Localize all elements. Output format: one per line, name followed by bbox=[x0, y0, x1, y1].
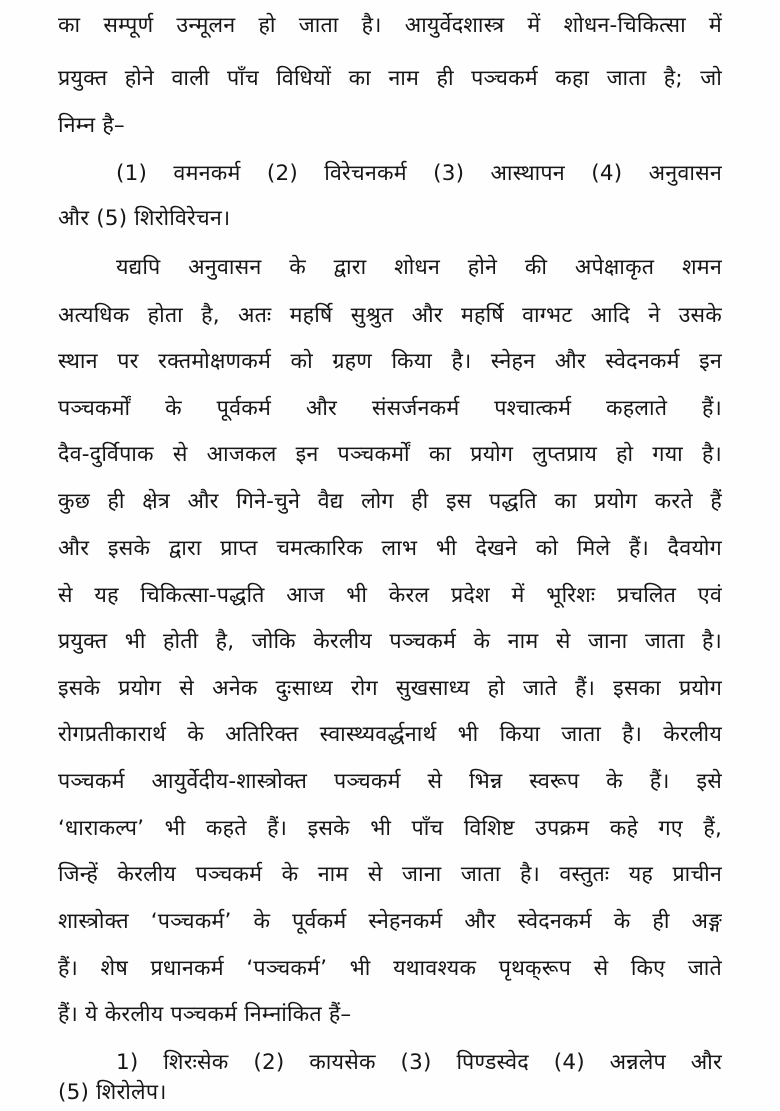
text-line: (5) शिरोलेप। bbox=[58, 1080, 167, 1105]
text-line: ‘धाराकल्प’ भी कहते हैं। इसके भी पाँच विशिष्ट उपक्रम कहे गए हैं, bbox=[58, 816, 722, 841]
text-line: (1) वमनकर्म (2) विरेचनकर्म (3) आस्थापन (4) अनुवासन bbox=[116, 161, 722, 186]
text-line: पञ्चकर्म आयुर्वेदीय-शास्त्रोक्त पञ्चकर्म से भिन्न स्वरूप के हैं। इसे bbox=[58, 769, 722, 794]
text-line: यद्यपि अनुवासन के द्वारा शोधन होने की अपेक्षाकृत शमन bbox=[116, 255, 722, 280]
text-line: हैं। ये केरलीय पञ्चकर्म निम्नांकित हैं– bbox=[58, 1002, 352, 1027]
text-line: इसके प्रयोग से अनेक दुःसाध्य रोग सुखसाध्य हो जाते हैं। इसका प्रयोग bbox=[58, 676, 722, 701]
text-line: और (5) शिरोविरेचन। bbox=[58, 206, 231, 231]
text-line: जिन्हें केरलीय पञ्चकर्म के नाम से जाना जाता है। वस्तुतः यह प्राचीन bbox=[58, 862, 722, 887]
text-line: 1) शिरःसेक (2) कायसेक (3) पिण्डस्वेद (4) अन्नलेप और bbox=[116, 1050, 722, 1075]
text-line: हैं। शेष प्रधानकर्म ‘पञ्चकर्म’ भी यथावश्यक पृथक्‌रूप से किए जाते bbox=[58, 956, 722, 981]
text-line: स्थान पर रक्तमोक्षणकर्म को ग्रहण किया है। स्नेहन और स्वेदनकर्म इन bbox=[58, 349, 722, 374]
text-line: पञ्चकर्मों के पूर्वकर्म और संसर्जनकर्म पश्चात्कर्म कहलाते हैं। bbox=[58, 396, 722, 421]
text-line: शास्त्रोक्त ‘पञ्चकर्म’ के पूर्वकर्म स्नेहनकर्म और स्वेदनकर्म के ही अङ्ग bbox=[58, 909, 722, 934]
text-line: कुछ ही क्षेत्र और गिने-चुने वैद्य लोग ही इस पद्धति का प्रयोग करते हैं bbox=[58, 489, 722, 514]
text-line: दैव-दुर्विपाक से आजकल इन पञ्चकर्मों का प्रयोग लुप्तप्राय हो गया है। bbox=[58, 442, 722, 467]
text-line: रोगप्रतीकारार्थ के अतिरिक्त स्वास्थ्यवर्द्धनार्थ भी किया जाता है। केरलीय bbox=[58, 722, 722, 747]
text-line: का सम्पूर्ण उन्मूलन हो जाता है। आयुर्वेदशास्त्र में शोधन-चिकित्सा में bbox=[58, 13, 722, 38]
text-line: प्रयुक्त होने वाली पाँच विधियों का नाम ही पञ्चकर्म कहा जाता है; जो bbox=[58, 66, 722, 91]
text-line: निम्न है– bbox=[58, 113, 125, 138]
text-line: प्रयुक्त भी होती है, जोकि केरलीय पञ्चकर्म के नाम से जाना जाता है। bbox=[58, 629, 722, 654]
text-line: अत्यधिक होता है, अतः महर्षि सुश्रुत और महर्षि वाग्भट आदि ने उसके bbox=[58, 303, 722, 328]
text-line: और इसके द्वारा प्राप्त चमत्कारिक लाभ भी देखने को मिले हैं। दैवयोग bbox=[58, 536, 722, 561]
text-line: से यह चिकित्सा-पद्धति आज भी केरल प्रदेश में भूरिशः प्रचलित एवं bbox=[58, 583, 722, 608]
